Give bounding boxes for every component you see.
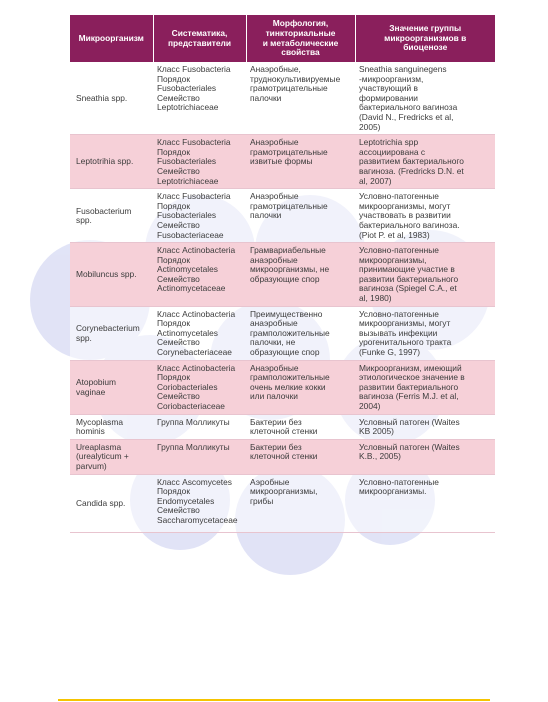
table-row xyxy=(70,62,495,135)
table-row xyxy=(70,306,495,360)
header-significance: Значение группы микроорганизмов в биоценозе xyxy=(355,15,495,62)
table-row xyxy=(70,360,495,414)
table-row xyxy=(70,243,495,307)
cell-morphology: Аэробные микроорганизмы, грибы xyxy=(246,474,355,532)
cell-systematics: Класс Actinobacteria Порядок Actinomycetales Семейство Actinomycetaceae xyxy=(153,243,246,307)
cell-systematics: Класс Ascomycetes Порядок Endomycetales Семейство Saccharomycetaceae xyxy=(153,474,246,532)
cell-organism: Atopobium vaginae xyxy=(70,360,153,414)
cell-significance: Условный патоген (Waites KB 2005) xyxy=(355,414,495,439)
cell-morphology: Преимущественно анаэробные грамположительные палочки, не образующие спор xyxy=(246,306,355,360)
cell-morphology: Анаэробные, труднокультивируемые грамотрицательные палочки xyxy=(246,62,355,135)
cell-systematics: Класс Fusobacteria Порядок Fusobacteriales Семейство Leptotrichiaceae xyxy=(153,62,246,135)
cell-organism: Candida spp. xyxy=(70,474,153,532)
cell-organism: Mycoplasma hominis xyxy=(70,414,153,439)
cell-morphology: Анаэробные грамотрицательные палочки xyxy=(246,189,355,243)
cell-organism: Ureaplasma (urealyticum + parvum) xyxy=(70,439,153,474)
cell-systematics: Класс Fusobacteria Порядок Fusobacteriales Семейство Fusobacteriaceae xyxy=(153,189,246,243)
cell-systematics: Группа Молликуты xyxy=(153,439,246,474)
cell-organism: Fusobacterium spp. xyxy=(70,189,153,243)
header-microorganism: Микроорганизм xyxy=(70,15,153,62)
table-row xyxy=(70,439,495,474)
cell-systematics: Класс Fusobacteria Порядок Fusobacteriales Семейство Leptotrichiaceae xyxy=(153,135,246,189)
cell-significance: Условно-патогенные микроорганизмы, принимающие участие в развитии бактериального вагиноза (Spiegel C.A., et al, 1980) xyxy=(355,243,495,307)
cell-significance: Условно-патогенные микроорганизмы, могут участвовать в развитии бактериального вагиноза. (Piot P. et al, 1983) xyxy=(355,189,495,243)
header-morphology: Морфология, тинкториальные и метаболические свойства xyxy=(246,15,355,62)
table-row xyxy=(70,135,495,189)
table-row xyxy=(70,189,495,243)
cell-morphology: Грамвариабельные анаэробные микроорганизмы, не образующие спор xyxy=(246,243,355,307)
table-row xyxy=(70,474,495,532)
microorganism-table xyxy=(70,15,495,533)
footer-divider xyxy=(58,699,490,701)
cell-morphology: Анаэробные грамположительные очень мелкие кокки или палочки xyxy=(246,360,355,414)
cell-organism: Sneathia spp. xyxy=(70,62,153,135)
cell-systematics: Класс Actinobacteria Порядок Coriobacteriales Семейство Coriobacteriaceae xyxy=(153,360,246,414)
cell-organism: Leptotrihia spp. xyxy=(70,135,153,189)
cell-systematics: Класс Actinobacteria Порядок Actinomycetales Семейство Corynebacteriaceae xyxy=(153,306,246,360)
header-systematics: Систематика, представители xyxy=(153,15,246,62)
table-header-row xyxy=(70,15,495,62)
cell-organism: Mobiluncus spp. xyxy=(70,243,153,307)
table-row xyxy=(70,414,495,439)
table-body xyxy=(70,62,495,532)
cell-significance: Условный патоген (Waites K.B., 2005) xyxy=(355,439,495,474)
cell-organism: Corynebacterium spp. xyxy=(70,306,153,360)
cell-morphology: Бактерии без клеточной стенки xyxy=(246,439,355,474)
cell-significance: Условно-патогенные микроорганизмы, могут вызывать инфекции урогенитального тракта (Funke G, 1997) xyxy=(355,306,495,360)
cell-systematics: Группа Молликуты xyxy=(153,414,246,439)
cell-significance: Leptotrichia spp ассоциирована с развитием бактериального вагиноза. (Fredricks D.N. et al, 2007) xyxy=(355,135,495,189)
cell-morphology: Бактерии без клеточной стенки xyxy=(246,414,355,439)
cell-significance: Микроорганизм, имеющий этиологическое значение в развитии бактериального вагиноза (Ferris M.J. et al, 2004) xyxy=(355,360,495,414)
cell-morphology: Анаэробные грамотрицательные извитые формы xyxy=(246,135,355,189)
cell-significance: Sneathia sanguinegens -микроорганизм, участвующий в формировании бактериального вагиноза (David N., Fredricks et al, 2005) xyxy=(355,62,495,135)
cell-significance: Условно-патогенные микроорганизмы. xyxy=(355,474,495,532)
